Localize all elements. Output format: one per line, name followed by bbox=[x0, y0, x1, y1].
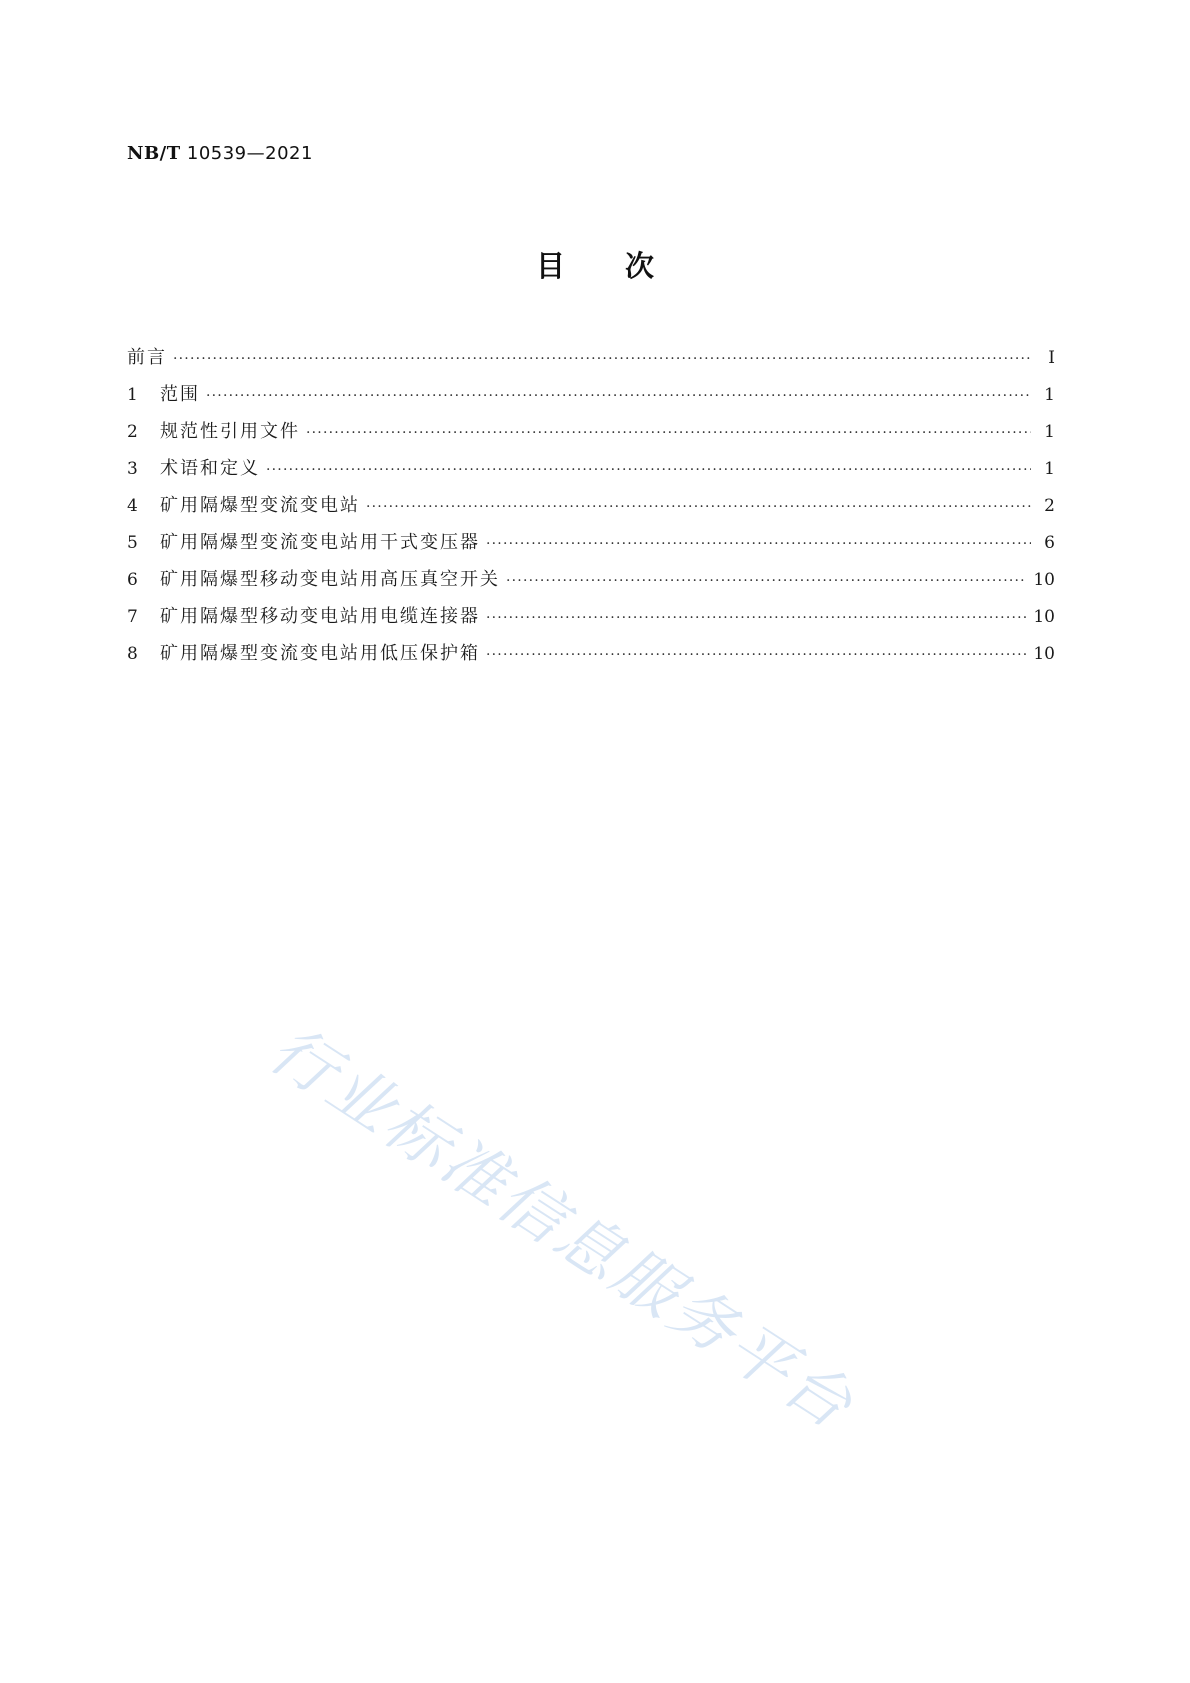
toc-entry-number: 1 bbox=[127, 385, 138, 405]
toc-entry-page: 10 bbox=[1033, 570, 1055, 590]
toc-entry-7[interactable] bbox=[127, 602, 1055, 639]
toc-entry-label: 前言 bbox=[127, 347, 167, 368]
toc-entry-page: 1 bbox=[1044, 385, 1055, 405]
toc-leader-dots bbox=[486, 647, 1027, 663]
toc-entry-page: 1 bbox=[1044, 422, 1055, 442]
toc-entry-page: 6 bbox=[1044, 533, 1055, 553]
toc-entry-label: 矿用隔爆型移动变电站用高压真空开关 bbox=[160, 569, 500, 590]
toc-leader-dots bbox=[173, 351, 1031, 367]
toc-leader-dots bbox=[486, 610, 1027, 626]
toc-entry-number: 5 bbox=[127, 533, 138, 553]
toc-entry-number: 4 bbox=[127, 496, 138, 516]
toc-entry-page: 10 bbox=[1033, 607, 1055, 627]
toc-entry-label: 矿用隔爆型移动变电站用电缆连接器 bbox=[160, 606, 480, 627]
toc-entry-3[interactable] bbox=[127, 454, 1055, 491]
standard-code bbox=[127, 143, 313, 164]
toc-entry-page: 2 bbox=[1044, 496, 1055, 516]
toc-entry-6[interactable] bbox=[127, 565, 1055, 602]
watermark: 行业标准信息服务平台 bbox=[256, 1012, 868, 1445]
toc-entry-number: 8 bbox=[127, 644, 138, 664]
toc-entry-page: Ⅰ bbox=[1048, 348, 1055, 368]
standard-number: 10539—2021 bbox=[186, 143, 313, 164]
toc-entry-label: 矿用隔爆型变流变电站用低压保护箱 bbox=[160, 643, 480, 664]
table-of-contents bbox=[127, 343, 1055, 676]
toc-entry-label: 范围 bbox=[160, 384, 200, 405]
toc-entry-number: 3 bbox=[127, 459, 138, 479]
toc-leader-dots bbox=[206, 388, 1031, 404]
toc-entry-label: 术语和定义 bbox=[160, 458, 260, 479]
toc-leader-dots bbox=[486, 536, 1031, 552]
toc-entry-number: 6 bbox=[127, 570, 138, 590]
toc-entry-label: 规范性引用文件 bbox=[160, 421, 300, 442]
toc-entry-1[interactable] bbox=[127, 380, 1055, 417]
toc-entry-page: 10 bbox=[1033, 644, 1055, 664]
toc-leader-dots bbox=[266, 462, 1031, 478]
toc-entry-number: 7 bbox=[127, 607, 138, 627]
toc-entry-label: 矿用隔爆型变流变电站 bbox=[160, 495, 360, 516]
toc-leader-dots bbox=[506, 573, 1027, 589]
toc-entry-number: 2 bbox=[127, 422, 138, 442]
toc-leader-dots bbox=[306, 425, 1031, 441]
toc-entry-8[interactable] bbox=[127, 639, 1055, 676]
toc-entry-label: 矿用隔爆型变流变电站用干式变压器 bbox=[160, 532, 480, 553]
toc-entry-4[interactable] bbox=[127, 491, 1055, 528]
toc-entry-foreword[interactable] bbox=[127, 343, 1055, 380]
toc-entry-2[interactable] bbox=[127, 417, 1055, 454]
toc-entry-5[interactable] bbox=[127, 528, 1055, 565]
standard-prefix: NB/T bbox=[127, 143, 181, 164]
toc-leader-dots bbox=[366, 499, 1031, 515]
toc-title: 目次 bbox=[535, 249, 714, 283]
toc-entry-page: 1 bbox=[1044, 459, 1055, 479]
